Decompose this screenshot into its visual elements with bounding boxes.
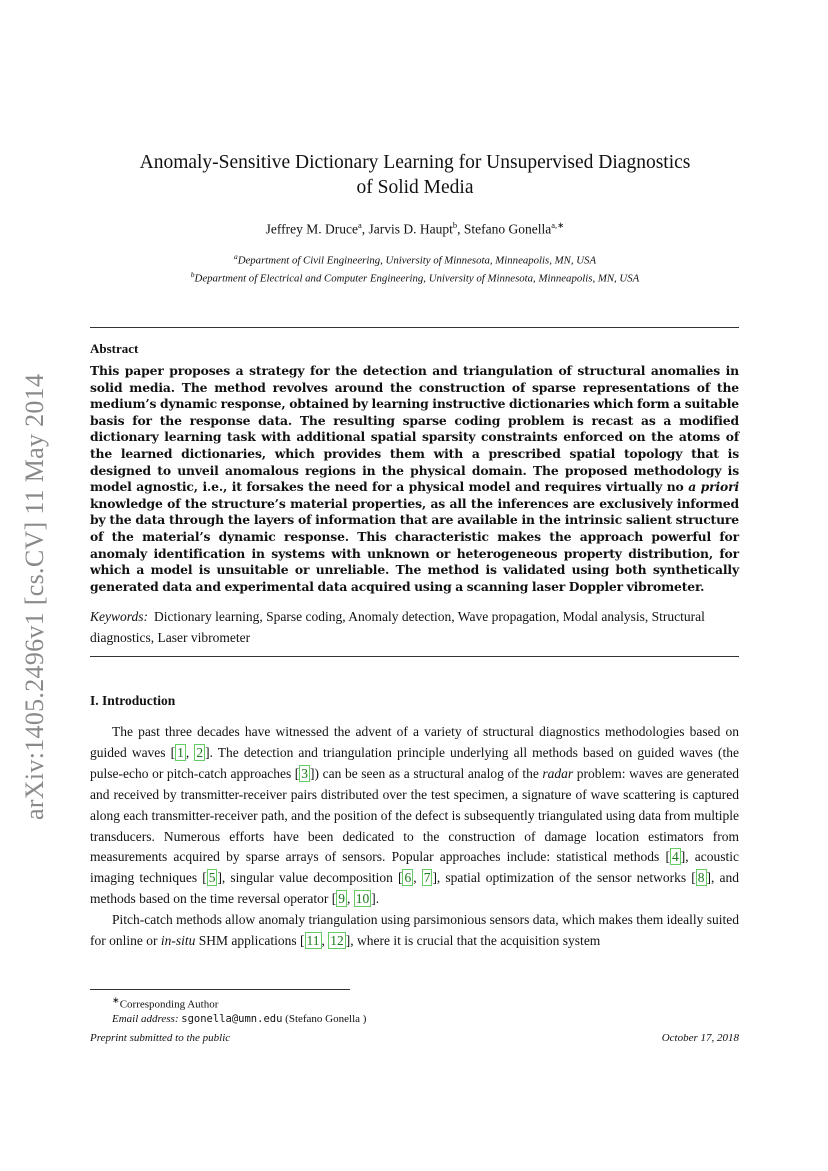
footer-preprint: Preprint submitted to the public [90,1032,231,1044]
author-affil-mark: a,∗ [551,220,565,230]
affil-mark: b [190,269,195,279]
author-list: Jeffrey M. Druce$^a$, Jarvis D. Haupt$^b$, Stefano Gonella$^{a,∗}$ [265,220,565,237]
citation-link[interactable]: 8 [697,870,705,886]
author-affil-mark: b [452,220,458,230]
paragraph: Pitch-catch methods allow anomaly triangulation using parsimonious sensors data, which makes them ideally suited for online or in-situ SHM applications [ 11 , 12 ], where it is crucial that the acquisition system [90,912,739,949]
author-affil-mark: a [358,220,362,230]
footnote-text: Corresponding Author [119,998,219,1011]
author-name: Jeffrey M. Druce [265,221,359,237]
footnote-divider [90,989,350,990]
keywords-list: Dictionary learning, Sparse coding, Anomaly detection, Wave propagation, Modal analysis, Structural diagnostics, Laser vibrometer [90,609,705,645]
affiliation-list [90,250,740,285]
citation-link[interactable]: 9 [338,891,346,907]
citation-link[interactable]: 2 [196,744,204,760]
arxiv-stamp: arXiv:1405.2496v1 [cs.CV] 11 May 2014 [20,373,49,820]
email-label: Email address: [112,1013,179,1026]
divider-bottom [90,656,739,657]
affiliation [90,268,740,286]
abstract-part: This paper proposes a strategy for the detection and triangulation of structural anomalies in solid media. The method revolves around the construction of sparse representations of the medium’s dynamic response, obtained by learning instructive dictionaries which form a suitable basis for the response data. The resulting sparse coding problem is recast as a modified dictionary learning task with additional spatial sparsity constraints enforced on the atoms of the learned dictionaries, which provides them with a prescribed spatial topology that is designed to unveil anomalous regions in the physical domain. The proposed methodology is model agnostic, i.e., it forsakes the need for a physical model and requires virtually no [90,363,739,495]
abstract-part: knowledge of the structure’s material properties, as all the inferences are exclusively informed by the data through the layers of information that are available in the intrinsic salient structure of the material’s dynamic response. This characteristic makes the approach powerful for anomaly identification in systems with unknown or heterogeneous property distribution, for which a model is unsuitable or unreliable. The method is validated using both synthetically generated data and experimental data acquired using a scanning laser Doppler vibrometer. [90,495,739,594]
affil-text: Department of Electrical and Computer Engineering, University of Minnesota, Minneapolis, MN, USA [194,272,640,285]
body-text [90,722,739,952]
affil-text: Department of Civil Engineering, University of Minnesota, Minneapolis, MN, USA [237,254,597,267]
citation-link[interactable]: 4 [671,849,679,865]
footnote-email-line [90,1012,739,1027]
keywords-label: Keywords: [90,609,148,624]
divider-top [90,327,739,328]
citation-link[interactable]: 5 [208,870,216,886]
footnote-line [90,993,739,1012]
citation-link[interactable]: 12 [330,933,344,949]
affil-mark: a [233,252,238,261]
footer-date: October 17, 2018 [661,1032,739,1044]
citation-link[interactable]: 10 [355,891,370,907]
citation-link[interactable]: 7 [423,870,431,886]
abstract-heading: Abstract [90,341,139,356]
citation-link[interactable]: 11 [306,933,320,949]
abstract-italic: a priori [688,479,739,495]
citation-link[interactable]: 1 [177,744,184,760]
keywords [90,606,739,648]
email-owner: (Stefano Gonella ) [285,1013,367,1026]
footnote [90,993,739,1027]
title-line-1: Anomaly-Sensitive Dictionary Learning for Unsupervised Diagnostics [139,152,691,173]
abstract-text [90,363,739,595]
author-name: Jarvis D. Haupt [368,221,453,237]
paper-title [90,150,740,200]
author-name: Stefano Gonella [463,221,552,237]
section-heading: I. Introduction [90,693,176,708]
citation-link[interactable]: 6 [404,870,412,886]
citation-link[interactable]: 3 [301,765,309,781]
affiliation [90,250,740,268]
footnote-mark: ∗ [112,995,120,1005]
title-line-2: of Solid Media [356,177,474,198]
paragraph: The past three decades have witnessed the advent of a variety of structural diagnostics methodologies based on guided waves [ 1 , 2 ]. The detection and triangulation principle underlying all methods based on guided waves (the pulse-echo or pitch-catch approaches [ 3 ]) can be seen as a structural analog of the radar problem: waves are generated and received by transmitter-receiver pairs distributed over the test specimen, a signature of wave scattering is captured along each transmitter-receiver path, and the position of the defect is subsequently triangulated using data from multiple transducers. Numerous efforts have been dedicated to the construction of damage location estimators from measurements acquired by sparse arrays of sensors. Popular approaches include: statistical methods [ 4 ], acoustic imaging techniques [ 5 ], singular value decomposition [ 6 , 7 ], spatial optimization of the sensor networks [ 8 ], and methods based on the time reversal operator [ 9 , 10 ]. [90,724,739,907]
email-link[interactable]: sgonella@umn.edu [181,1013,283,1026]
